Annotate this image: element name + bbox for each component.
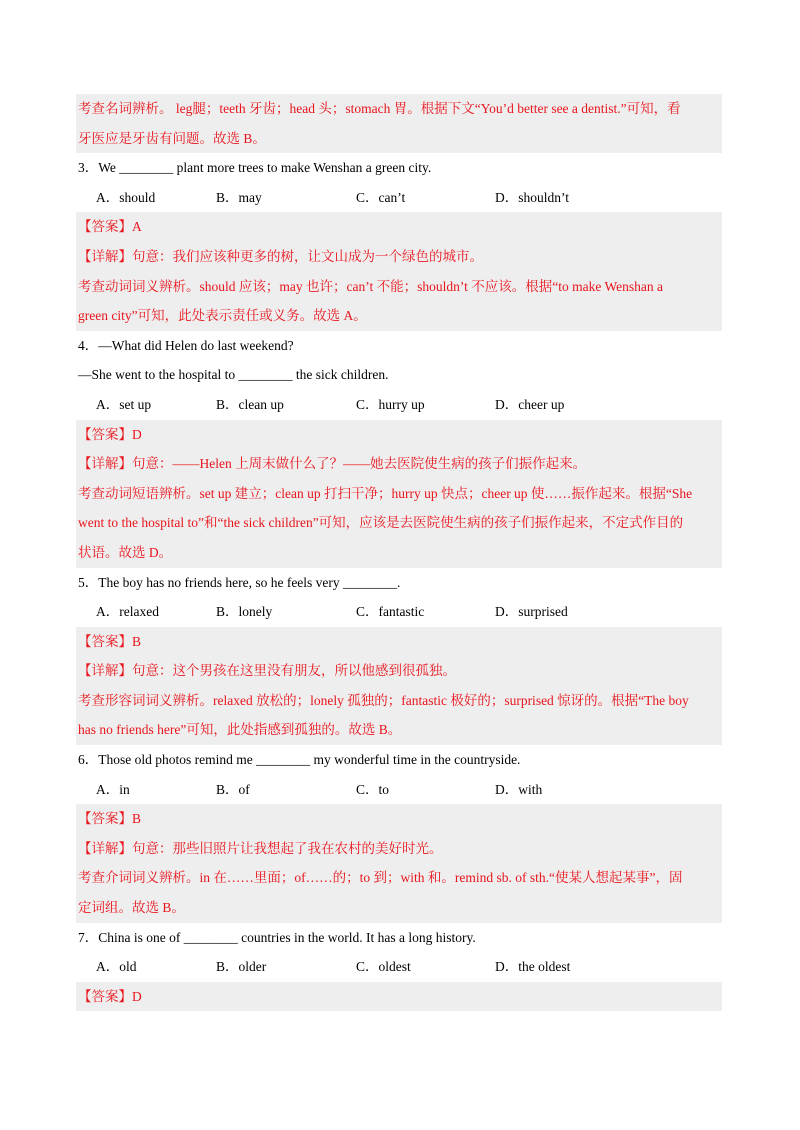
option-c: C．oldest <box>356 959 411 975</box>
analysis-line: 考查名词辨析。 leg腿；teeth 牙齿；head 头；stomach 胃。根据下文“You’d better see a dentist.”可知，看 <box>78 101 681 116</box>
analysis-line: 考查形容词词义辨析。relaxed 放松的；lonely 孤独的；fantastic 极好的；surprised 惊讶的。根据“The boy <box>78 692 689 708</box>
answer-label: 【答案】D <box>78 988 142 1004</box>
option-d: D．surprised <box>495 604 568 620</box>
option-a: A．set up <box>96 396 152 412</box>
q3-answer-block <box>76 212 722 330</box>
option-c: C．can’t <box>356 189 406 205</box>
meaning-line: 【详解】句意：那些旧照片让我想起了我在农村的美好时光。 <box>78 840 443 856</box>
option-c: C．fantastic <box>356 604 425 620</box>
option-d: D．cheer up <box>495 396 565 412</box>
answer-label: 【答案】B <box>78 811 142 827</box>
q6-options <box>76 775 722 805</box>
option-d: D．the oldest <box>495 959 571 975</box>
analysis-line: 状语。故选 D。 <box>78 544 173 560</box>
q6-stem: 6．Those old photos remind me ________ my wonderful time in the countryside. <box>78 752 521 768</box>
q4-stem: 4．—What did Helen do last weekend? <box>78 337 294 353</box>
meaning-line: 【详解】句意：——Helen 上周末做什么了？——她去医院使生病的孩子们振作起来。 <box>78 456 587 472</box>
analysis-line: green city”可知，此处表示责任或义务。故选 A。 <box>78 308 367 324</box>
option-b: B．may <box>216 189 262 205</box>
option-a: A．in <box>96 781 130 797</box>
q3-stem: 3．We ________ plant more trees to make Wenshan a green city. <box>78 160 432 176</box>
answer-label: 【答案】A <box>78 219 142 235</box>
q5-stem: 5．The boy has no friends here, so he feels very ________. <box>78 574 401 590</box>
option-c: C．to <box>356 781 390 797</box>
q5-answer-block <box>76 627 722 745</box>
option-a: A．relaxed <box>96 604 159 620</box>
option-d: D．shouldn’t <box>495 189 570 205</box>
q3-options <box>76 183 722 213</box>
q7-stem: 7．China is one of ________ countries in the world. It has a long history. <box>78 929 476 945</box>
analysis-line: 定词组。故选 B。 <box>78 900 185 916</box>
option-a: A．should <box>96 189 156 205</box>
q5-options <box>76 597 722 627</box>
q7-options <box>76 952 722 982</box>
q4-stem-2: —She went to the hospital to ________ the sick children. <box>78 367 389 383</box>
analysis-line: 考查动词短语辨析。set up 建立；clean up 打扫干净；hurry up 快点；cheer up 使……振作起来。根据“She <box>78 485 693 501</box>
q4-options <box>76 390 722 420</box>
q7-answer-block <box>76 982 722 1012</box>
analysis-line: has no friends here”可知，此处指感到孤独的。故选 B。 <box>78 722 402 738</box>
option-a: A．old <box>96 959 137 975</box>
analysis-line: 考查动词词义辨析。should 应该；may 也许；can’t 不能；shouldn’t 不应该。根据“to make Wenshan a <box>78 278 663 294</box>
option-c: C．hurry up <box>356 396 425 412</box>
option-b: B．clean up <box>216 396 284 412</box>
option-b: B．of <box>216 781 250 797</box>
q2-analysis <box>76 94 722 153</box>
answer-label: 【答案】D <box>78 426 142 442</box>
option-b: B．older <box>216 959 267 975</box>
meaning-line: 【详解】句意：这个男孩在这里没有朋友，所以他感到很孤独。 <box>78 663 456 679</box>
analysis-line: 牙医应是牙齿有问题。故选 B。 <box>78 130 266 146</box>
q6-answer-block <box>76 804 722 922</box>
answer-label: 【答案】B <box>78 633 142 649</box>
analysis-line: 考查介词词义辨析。in 在……里面；of……的；to 到；with 和。remind sb. of sth.“使某人想起某事”，固 <box>78 870 683 886</box>
option-d: D．with <box>495 781 543 797</box>
option-b: B．lonely <box>216 604 273 620</box>
content-column <box>76 94 722 1011</box>
meaning-line: 【详解】句意：我们应该种更多的树，让文山成为一个绿色的城市。 <box>78 248 483 264</box>
analysis-line: went to the hospital to”和“the sick children”可知，应该是去医院使生病的孩子们振作起来，不定式作目的 <box>78 515 684 531</box>
q4-answer-block <box>76 420 722 568</box>
